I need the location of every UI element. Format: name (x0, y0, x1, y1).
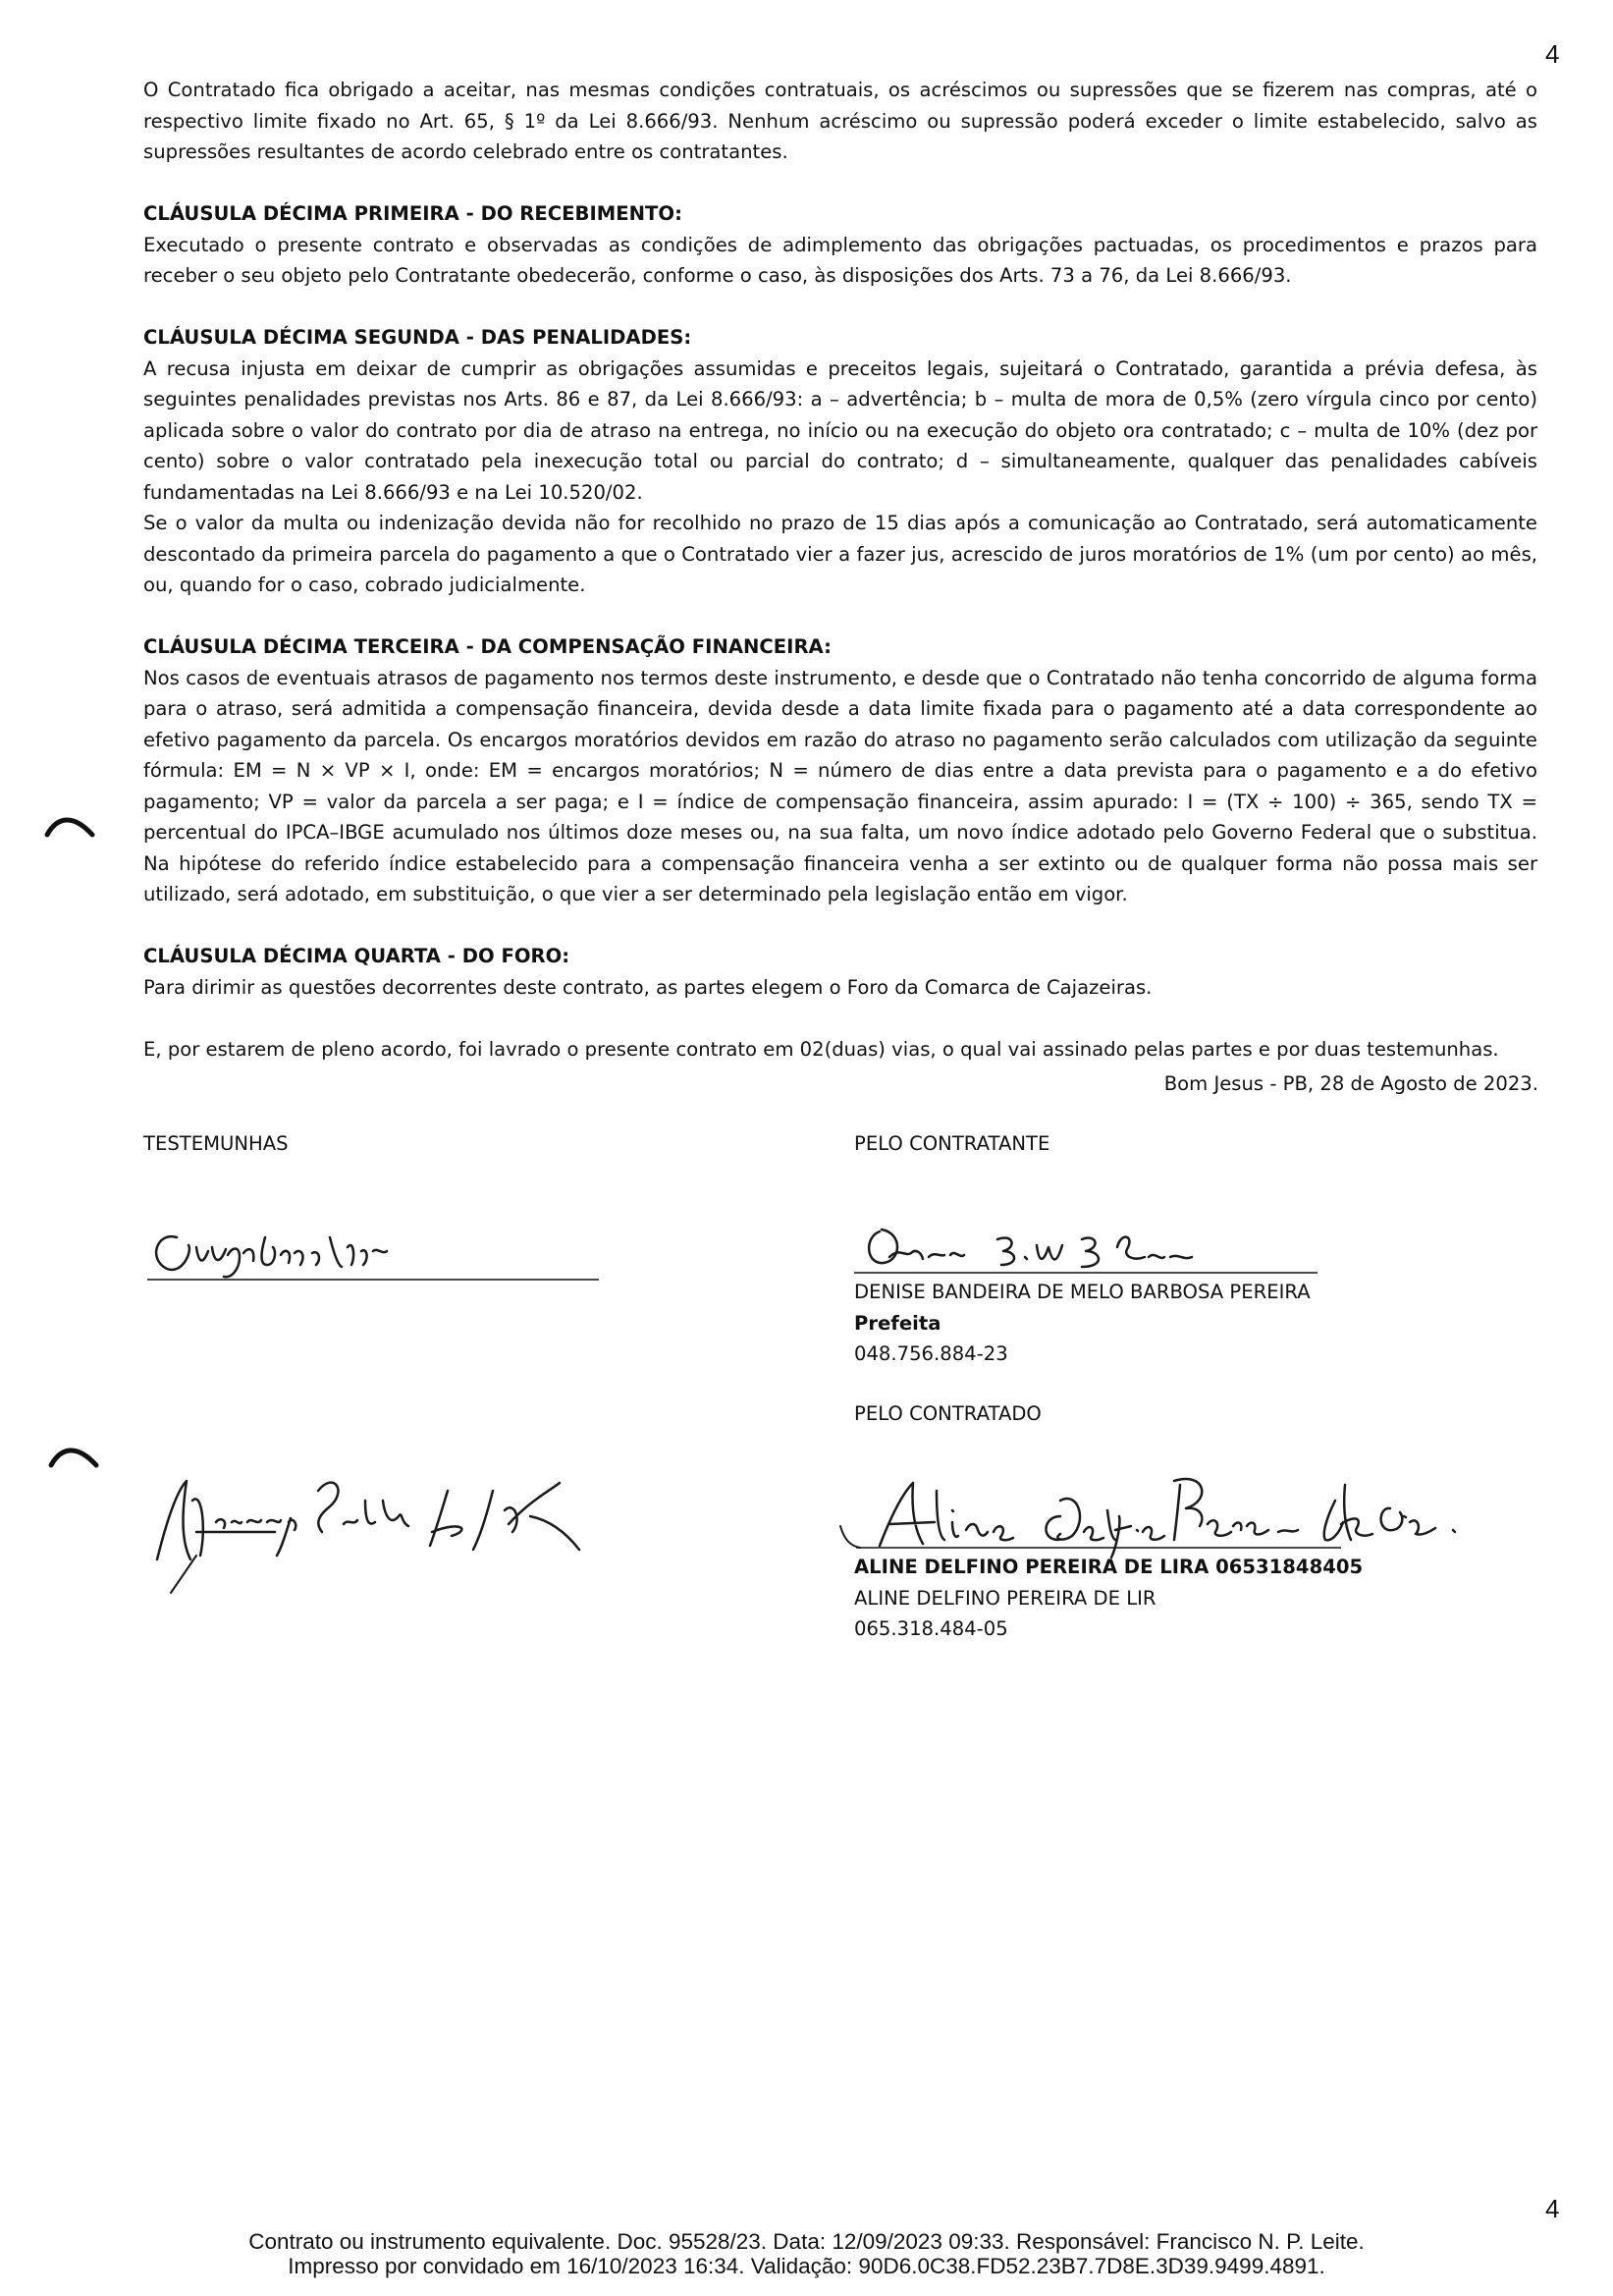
clause-paragraph: Se o valor da multa ou indenização devida não for recolhido no prazo de 15 dias após a comunicação ao Contratado, será automaticamente descontado da primeira parcela do pagamento a que o Contratado vier a fazer jus, acrescido de juros moratórios de 1% (um por cento) ao mês, ou, quando for o caso, cobrado judicialmente. (143, 512, 1537, 596)
contratante-label: PELO CONTRATANTE (854, 1132, 1050, 1155)
closing-paragraph: E, por estarem de pleno acordo, foi lavrado o presente contrato em 02(duas) vias, o qual vai assinado pelas partes e por duas testemunhas. (143, 1037, 1499, 1061)
contratado-cpf: 065.318.484-05 (854, 1617, 1008, 1640)
contratante-signatory (854, 1277, 1311, 1370)
intro-paragraph: O Contratado fica obrigado a aceitar, nas mesmas condições contratuais, os acréscimos ou supressões que se fizerem nas compras, até o respectivo limite fixado no Art. 65, § 1º da Lei 8.666/93. Nenhum acréscimo ou supressão poderá exceder o limite estabelecido, salvo as supressões resultantes de acordo celebrado entre os contratantes. (143, 79, 1537, 163)
contratante-cpf: 048.756.884-23 (854, 1342, 1008, 1365)
contratado-name: ALINE DELFINO PEREIRA DE LIR (854, 1586, 1156, 1610)
clause-heading: CLÁUSULA DÉCIMA QUARTA - DO FORO: (143, 945, 570, 967)
footer-line-1: Contrato ou instrumento equivalente. Doc. 95528/23. Data: 12/09/2023 09:33. Responsável: Francisco N. P. Leite. (248, 2229, 1365, 2254)
contratado-company: ALINE DELFINO PEREIRA DE LIRA 06531848405 (854, 1556, 1364, 1578)
page-number-bottom: 4 (1545, 2194, 1560, 2223)
validation-footer (0, 2229, 1613, 2278)
witnesses-label: TESTEMUNHAS (143, 1132, 289, 1155)
contratante-role: Prefeita (854, 1311, 941, 1335)
page-number-top: 4 (1545, 39, 1560, 69)
clause-paragraph: Executado o presente contrato e observadas as condições de adimplemento das obrigações pactuadas, os procedimentos e prazos para receber o seu objeto pelo Contratante obedecerão, conforme o caso, às disposições dos Arts. 73 a 76, da Lei 8.666/93. (143, 233, 1537, 287)
clause-14 (143, 941, 1537, 1003)
clause-11 (143, 198, 1537, 292)
clause-heading: CLÁUSULA DÉCIMA SEGUNDA - DAS PENALIDADES: (143, 326, 692, 349)
footer-line-2: Impresso por convidado em 16/10/2023 16:34. Validação: 90D6.0C38.FD52.23B7.7D8E.3D39.9499.4891. (288, 2254, 1325, 2278)
clause-paragraph: Nos casos de eventuais atrasos de pagamento nos termos deste instrumento, e desde que o Contratado não tenha concorrido de alguma forma para o atraso, será admitida a compensação financeira, devida desde a data limite fixada para o pagamento até a data correspondente ao efetivo pagamento da parcela. Os encargos moratórios devidos em razão do atraso no pagamento serão calculados com utilização da seguinte fórmula: EM = N × VP × I, onde: EM = encargos moratórios; N = número de dias entre a data prevista para o pagamento e a do efetivo pagamento; VP = valor da parcela a ser paga; e I = índice de compensação financeira, assim apurado: I = (TX ÷ 100) ÷ 365, sendo TX = percentual do IPCA–IBGE acumulado nos últimos doze meses ou, na sua falta, um novo índice adotado pelo Governo Federal que o substitua. Na hipótese do referido índice estabelecido para a compensação financeira venha a ser extinto ou de qualquer forma não possa mais ser utilizado, será adotado, em substituição, o que vier a ser determinado pela legislação então em vigor. (143, 666, 1537, 905)
contract-body (143, 75, 1537, 1065)
clause-paragraph: A recusa injusta em deixar de cumprir as obrigações assumidas e preceitos legais, sujeitará o Contratado, garantida a prévia defesa, às seguintes penalidades previstas nos Arts. 86 e 87, da Lei 8.666/93: a – advertência; b – multa de mora de 0,5% (zero vírgula cinco por cento) aplicada sobre o valor do contrato por dia de atraso na entrega, no início ou na execução do objeto ora contratado; c – multa de 10% (dez por cento) sobre o valor contratado pela inexecução total ou parcial do contrato; d – simultaneamente, qualquer das penalidades cabíveis fundamentadas na Lei 8.666/93 e na Lei 10.520/02. (143, 356, 1537, 504)
contratado-signatory (854, 1552, 1363, 1645)
clause-13 (143, 631, 1537, 910)
date-line: Bom Jesus - PB, 28 de Agosto de 2023. (1163, 1072, 1538, 1095)
clause-heading: CLÁUSULA DÉCIMA PRIMEIRA - DO RECEBIMENTO: (143, 202, 682, 225)
witness-2-signature (137, 1461, 707, 1599)
clause-heading: CLÁUSULA DÉCIMA TERCEIRA - DA COMPENSAÇÃO FINANCEIRA: (143, 635, 832, 658)
clause-paragraph: Para dirimir as questões decorrentes deste contrato, as partes elegem o Foro da Comarca de Cajazeiras. (143, 975, 1153, 999)
clause-12 (143, 322, 1537, 601)
witness-1-signature (137, 1208, 609, 1286)
contratante-name: DENISE BANDEIRA DE MELO BARBOSA PEREIRA (854, 1281, 1311, 1303)
scan-mark-icon (43, 805, 98, 845)
contratado-label: PELO CONTRATADO (854, 1402, 1042, 1425)
scan-mark-icon (47, 1436, 102, 1475)
